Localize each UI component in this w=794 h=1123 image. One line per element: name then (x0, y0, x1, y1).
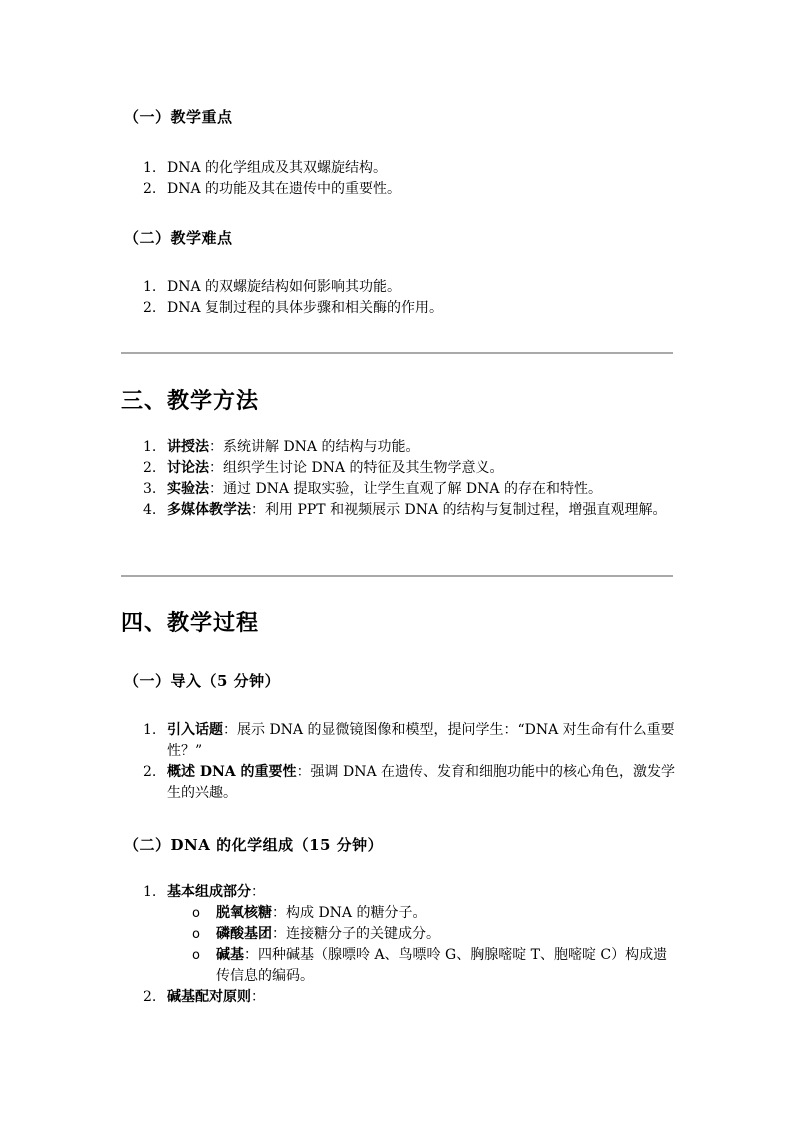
list-item (0, 179, 680, 200)
list-number: 1. (143, 884, 157, 900)
list-label: 碱基配对原则 (167, 989, 251, 1005)
list-text: ：展示 DNA 的显微镜图像和模型，提问学生：“DNA 对生命有什么重要性？” (167, 722, 675, 759)
list-text: ：系统讲解 DNA 的结构与功能。 (209, 439, 420, 455)
list-item (0, 277, 680, 298)
list-label: 概述 DNA 的重要性 (167, 764, 297, 780)
list-item (0, 720, 680, 762)
list-label: 多媒体教学法 (167, 502, 251, 518)
list-text: DNA 的功能及其在遗传中的重要性。 (167, 181, 402, 197)
list-number: 2. (143, 989, 157, 1005)
list-text: ：组织学生讨论 DNA 的特征及其生物学意义。 (209, 460, 504, 476)
list-label: 引入话题 (167, 722, 223, 738)
list-item (0, 437, 680, 458)
list-label: 基本组成部分 (167, 884, 251, 900)
list-item (0, 500, 680, 521)
list-item (0, 458, 680, 479)
list-label: 实验法 (167, 481, 209, 497)
difficult-points-heading: （二）教学难点 (124, 229, 233, 247)
key-points-list (0, 158, 680, 200)
list-number: 2. (143, 300, 157, 316)
list-label: 讲授法 (167, 439, 209, 455)
list-label: 讨论法 (167, 460, 209, 476)
methods-list (0, 437, 680, 521)
bullet-icon: o (192, 948, 200, 963)
section-divider (121, 575, 673, 577)
composition-heading: （二）DNA 的化学组成（15 分钟） (124, 836, 384, 854)
bullet-icon: o (192, 906, 200, 921)
list-item (0, 298, 680, 319)
sub-list-text: ：四种碱基（腺嘌呤 A、鸟嘌呤 G、胸腺嘧啶 T、胞嘧啶 C）构成遗传信息的编码。 (216, 947, 668, 984)
list-number: 2. (143, 764, 157, 780)
intro-list (0, 720, 680, 804)
difficult-points-list (0, 277, 680, 319)
list-number: 4. (143, 502, 157, 518)
list-text: DNA 的双螺旋结构如何影响其功能。 (167, 279, 402, 295)
list-number: 2. (143, 181, 157, 197)
sub-list-item (167, 924, 680, 945)
list-item (0, 987, 680, 1008)
process-heading: 四、教学过程 (121, 610, 260, 636)
bullet-icon: o (192, 927, 200, 942)
sub-list-text: ：连接糖分子的关键成分。 (272, 926, 440, 942)
sub-list-item (167, 945, 680, 987)
list-number: 3. (143, 481, 157, 497)
methods-heading: 三、教学方法 (121, 388, 260, 414)
list-text: ：强调 DNA 在遗传、发育和细胞功能中的核心角色，激发学生的兴趣。 (167, 764, 676, 801)
sub-list-item (167, 903, 680, 924)
list-text: ：利用 PPT 和视频展示 DNA 的结构与复制过程，增强直观理解。 (251, 502, 667, 518)
list-text: DNA 复制过程的具体步骤和相关酶的作用。 (167, 300, 444, 316)
list-number: 1. (143, 160, 157, 176)
list-item (0, 479, 680, 500)
sub-list-label: 磷酸基团 (216, 926, 272, 942)
sub-list-text: ：构成 DNA 的糖分子。 (272, 905, 427, 921)
list-number: 1. (143, 439, 157, 455)
intro-heading: （一）导入（5 分钟） (124, 672, 281, 690)
list-item (0, 882, 680, 987)
sub-list-label: 脱氧核糖 (216, 905, 272, 921)
list-text: ： (251, 989, 265, 1005)
list-text: ：通过 DNA 提取实验，让学生直观了解 DNA 的存在和特性。 (209, 481, 602, 497)
sub-list-label: 碱基 (216, 947, 244, 963)
section-divider (121, 352, 673, 354)
composition-list (0, 882, 680, 1008)
list-number: 1. (143, 279, 157, 295)
list-item (0, 762, 680, 804)
list-item (0, 158, 680, 179)
list-number: 2. (143, 460, 157, 476)
sub-list (167, 903, 680, 987)
list-text: ： (251, 884, 265, 900)
list-number: 1. (143, 722, 157, 738)
list-text: DNA 的化学组成及其双螺旋结构。 (167, 160, 388, 176)
key-points-heading: （一）教学重点 (124, 108, 233, 126)
